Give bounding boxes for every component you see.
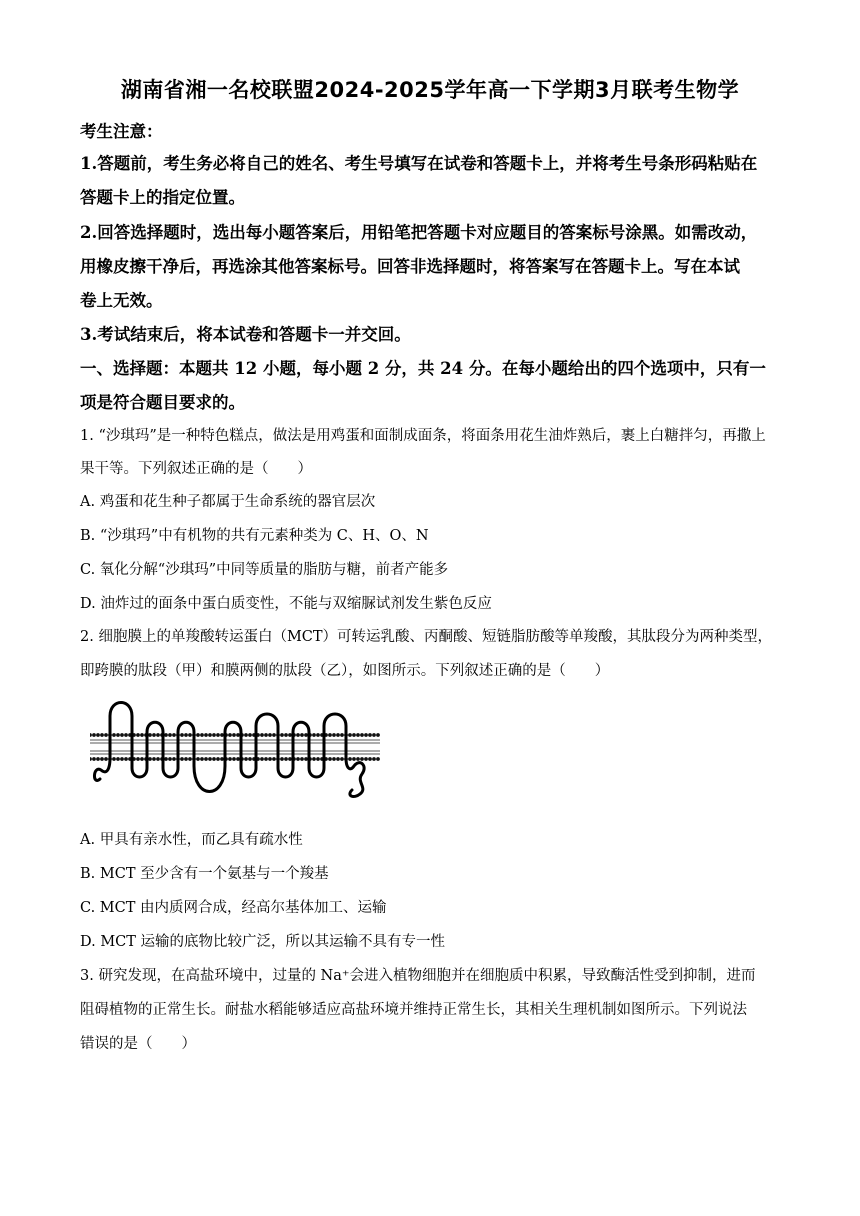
q3-stem-line-2: 阻碍植物的正常生长。耐盐水稻能够适应高盐环境并维持正常生长，其相关生理机制如图所示。下列说法 [80, 1002, 747, 1018]
mct-membrane-diagram [84, 696, 384, 806]
notice-item-3: 3.考试结束后，将本试卷和答题卡一并交回。 [80, 325, 411, 344]
exam-title: 湖南省湘一名校联盟2024-2025学年高一下学期3月联考生物学 [120, 78, 740, 102]
q3-stem-line-1: 3. 研究发现，在高盐环境中，过量的 Na⁺会进入植物细胞并在细胞质中积累，导致酶活性受到抑制，进而 [80, 968, 756, 984]
q2-option-b: B. MCT 至少含有一个氨基与一个羧基 [80, 866, 329, 882]
q2-option-c: C. MCT 由内质网合成，经高尔基体加工、运输 [80, 900, 387, 916]
notice-item-1-line-1: 1.答题前，考生务必将自己的姓名、考生号填写在试卷和答题卡上，并将考生号条形码粘贴在 [80, 154, 758, 173]
q1-option-c: C. 氧化分解“沙琪玛”中同等质量的脂肪与糖，前者产能多 [80, 562, 449, 578]
notice-item-2-line-1: 2.回答选择题时，选出每小题答案后，用铅笔把答题卡对应题目的答案标号涂黑。如需改动， [80, 223, 758, 242]
q2-stem-line-2: 即跨膜的肽段（甲）和膜两侧的肽段（乙），如图所示。下列叙述正确的是（ ） [80, 663, 610, 679]
q1-stem-line-2: 果干等。下列叙述正确的是（ ） [80, 461, 312, 477]
section-1-heading-line-2: 项是符合题目要求的。 [80, 393, 245, 412]
q1-stem-line-1: 1. “沙琪玛”是一种特色糕点，做法是用鸡蛋和面制成面条，将面条用花生油炸熟后，裹上白糖拌匀，再撒上 [80, 428, 766, 444]
mct-peptide-chain [94, 703, 364, 797]
q1-option-b: B. “沙琪玛”中有机物的共有元素种类为 C、H、O、N [80, 528, 429, 544]
q2-option-d: D. MCT 运输的底物比较广泛，所以其运输不具有专一性 [80, 934, 446, 950]
notice-heading: 考生注意： [80, 122, 163, 141]
section-1-heading-line-1: 一、选择题：本题共 12 小题，每小题 2 分，共 24 分。在每小题给出的四个选项中，只有一 [80, 359, 766, 378]
notice-item-2-line-2: 用橡皮擦干净后，再选涂其他答案标号。回答非选择题时，将答案写在答题卡上。写在本试 [80, 257, 740, 276]
q1-option-a: A. 鸡蛋和花生种子都属于生命系统的器官层次 [80, 494, 376, 510]
q2-stem-line-1: 2. 细胞膜上的单羧酸转运蛋白（MCT）可转运乳酸、丙酮酸、短链脂肪酸等单羧酸，其肽段分为两种类型， [80, 629, 773, 645]
notice-item-1-line-2: 答题卡上的指定位置。 [80, 188, 245, 207]
q2-option-a: A. 甲具有亲水性，而乙具有疏水性 [80, 832, 303, 848]
notice-item-2-line-3: 卷上无效。 [80, 291, 163, 310]
q3-stem-line-3: 错误的是（ ） [80, 1036, 196, 1052]
q1-option-d: D. 油炸过的面条中蛋白质变性，不能与双缩脲试剂发生紫色反应 [80, 596, 492, 612]
